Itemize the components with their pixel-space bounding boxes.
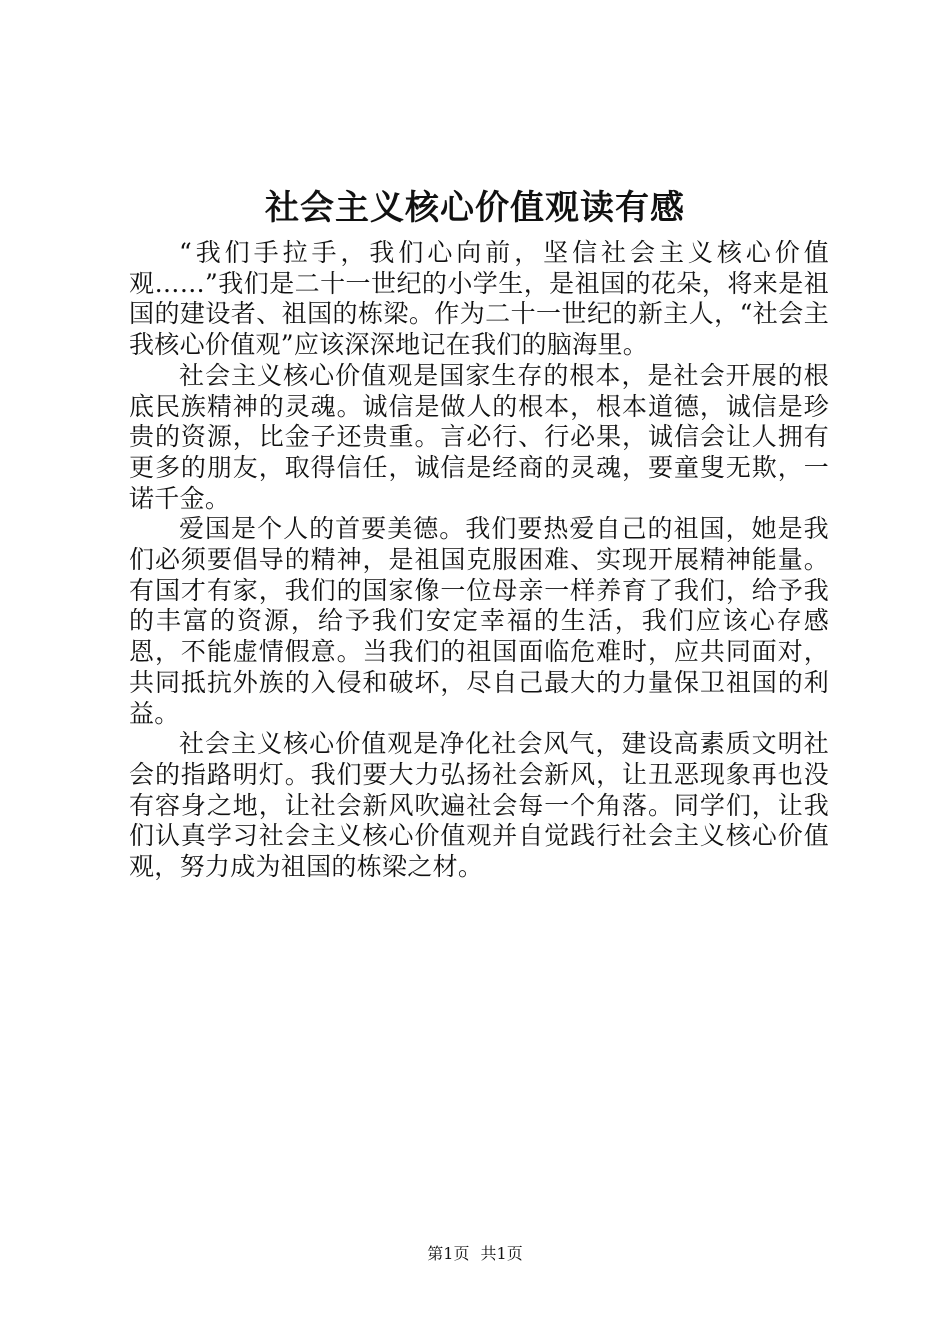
paragraph-1: “我们手拉手，我们心向前，坚信社会主义核心价值观……”我们是二十一世纪的小学生，是祖国的花朵，将来是祖国的建设者、祖国的栋梁。作为二十一世纪的新主人，“社会主我核心价值观”应该深深地记在我们的脑海里。 <box>129 238 829 360</box>
paragraph-2: 社会主义核心价值观是国家生存的根本，是社会开展的根底民族精神的灵魂。诚信是做人的根本，根本道德，诚信是珍贵的资源，比金子还贵重。言必行、行必果，诚信会让人拥有更多的朋友，取得信任，诚信是经商的灵魂，要童叟无欺，一诺千金。 <box>129 360 829 513</box>
page-footer <box>0 1242 950 1266</box>
page-number-total: 共1页 <box>480 1244 523 1263</box>
document-title: 社会主义核心价值观读有感 <box>265 188 685 228</box>
page-number-current: 第1页 <box>427 1244 470 1263</box>
document-body <box>129 238 829 883</box>
paragraph-3: 爱国是个人的首要美德。我们要热爱自己的祖国，她是我们必须要倡导的精神，是祖国克服困难、实现开展精神能量。有国才有家，我们的国家像一位母亲一样养育了我们，给予我的丰富的资源，给予我们安定幸福的生活，我们应该心存感恩，不能虚情假意。当我们的祖国面临危难时，应共同面对，共同抵抗外族的入侵和破坏，尽自己最大的力量保卫祖国的利益。 <box>129 514 829 728</box>
paragraph-4: 社会主义核心价值观是净化社会风气，建设高素质文明社会的指路明灯。我们要大力弘扬社会新风，让丑恶现象再也没有容身之地，让社会新风吹遍社会每一个角落。同学们，让我们认真学习社会主义核心价值观并自觉践行社会主义核心价值观，努力成为祖国的栋梁之材。 <box>129 729 829 882</box>
